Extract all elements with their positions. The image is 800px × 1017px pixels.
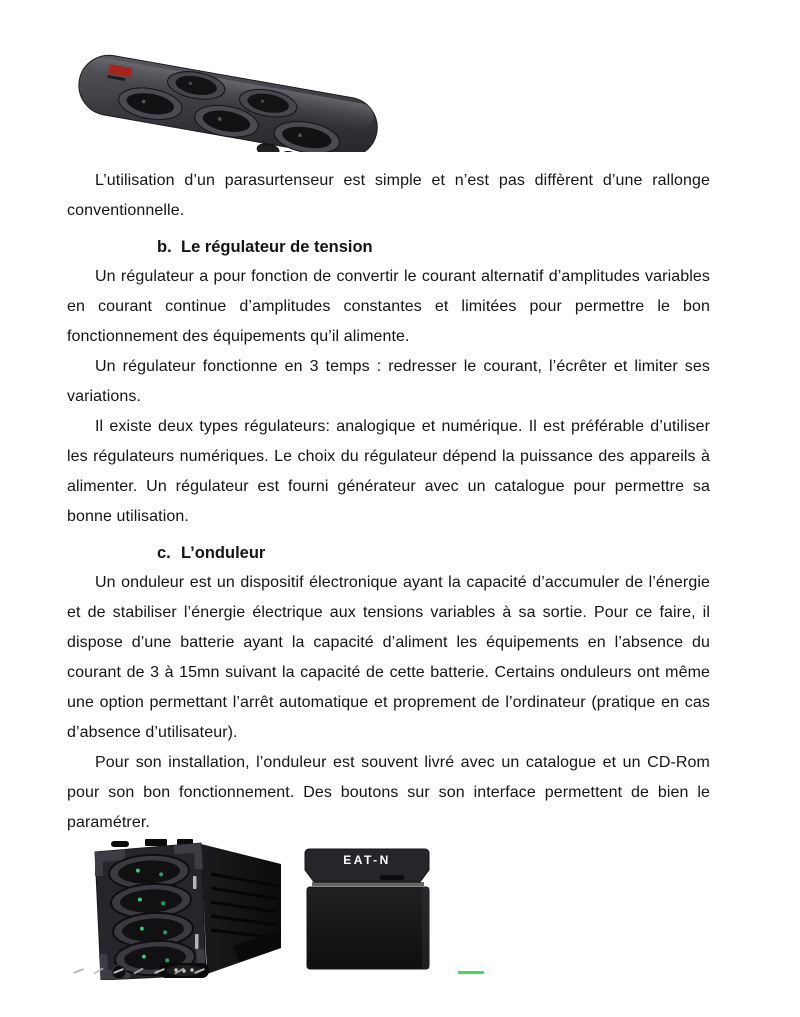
ups-front-illustration <box>300 846 434 972</box>
ups-groove <box>312 882 424 886</box>
ups-front-body <box>307 887 429 969</box>
heading-title: L’onduleur <box>181 544 266 562</box>
ups-photo <box>81 838 491 980</box>
heading-title: Le régulateur de tension <box>181 238 373 256</box>
paragraph-onduleur-2: Pour son installation, l’onduleur est souvent livré avec un catalogue et un CD-Rom pour son bon fonctionnement. Des boutons sur son interface permettent de bien le paramétrer. <box>67 754 710 831</box>
paragraph-regulateur-2: Un régulateur fonctionne en 3 temps : redresser le courant, l’écrêter et limiter ses variations. <box>67 358 710 405</box>
ups-angled-illustration <box>83 838 293 980</box>
paragraph-regulateur-3: Il existe deux types régulateurs: analogique et numérique. Il est préférable d’utiliser les régulateurs numériques. Le choix du régulateur dépend la puissance des appareils à alimenter. Un régulateur est fourni générateur avec un catalogue pour permettre sa bonne utilisation. <box>67 418 710 525</box>
eaton-brand-logo: EAT-N <box>343 853 391 867</box>
paragraph-onduleur-1: Un onduleur est un dispositif électronique ayant la capacité d’accumuler de l’énergie et de stabiliser l’énergie électrique aux tensions variables à sa sortie. Pour ce faire, il dispose d’une batterie ayant la capacité d’aliment les équipements en l’absence du courant de 3 à 15mn suivant la capacité de cette batterie. Certains onduleurs ont même une option permettant l’arrêt automatique et proprement de l’ordinateur (pratique en cas d’absence d’utilisateur). <box>67 574 710 741</box>
ups-lid-notch <box>380 875 404 880</box>
heading-regulateur <box>67 232 710 262</box>
paragraph-intro: L’utilisation d’un parasurtenseur est simple et n’est pas diffèrent d’une rallonge conventionnelle. <box>67 172 710 219</box>
chevron-marks <box>73 970 205 972</box>
document-content <box>67 40 710 980</box>
heading-marker: b. <box>157 238 172 256</box>
surge-protector-illustration <box>73 40 403 152</box>
heading-marker: c. <box>157 544 171 562</box>
power-strip-body <box>73 51 393 152</box>
paragraph-regulateur-1: Un régulateur a pour fonction de convertir le courant alternatif d’amplitudes variables en courant continue d’amplitudes constantes et limitées pour permettre le bon fonctionnement des équipements qu’il alimente. <box>67 268 710 345</box>
surge-protector-photo <box>73 40 403 152</box>
heading-onduleur <box>67 538 710 568</box>
green-underline <box>458 971 484 974</box>
